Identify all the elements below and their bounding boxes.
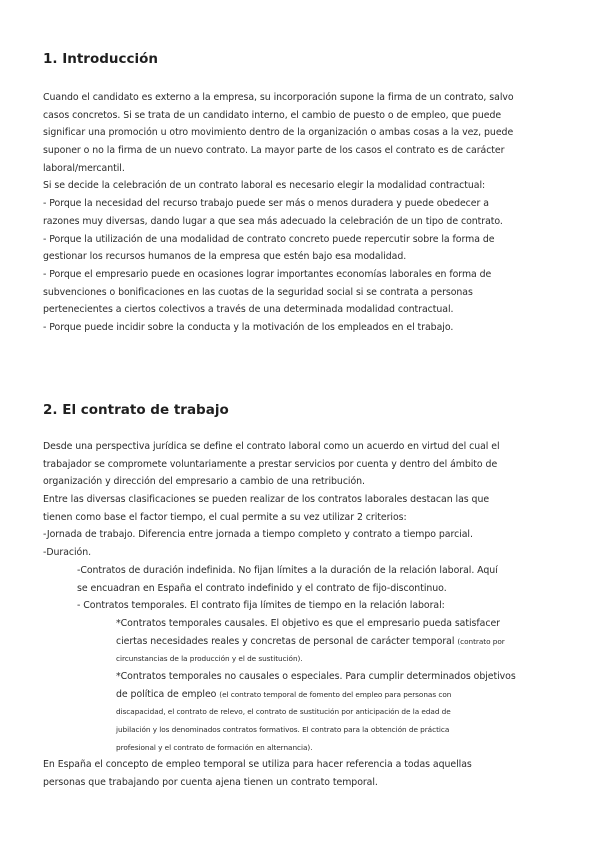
causal-main-text: ciertas necesidades reales y concretas de personal de carácter temporal (116, 635, 458, 647)
text-line: laboral/mercantil. (43, 162, 125, 174)
text-line: Desde una perspectiva jurídica se define el contrato laboral como un acuerdo en virtud del cual el (43, 441, 500, 452)
text-line: significar una promoción u otro movimiento dentro de la organización o ambas cosas a la vez, puede (43, 127, 514, 139)
indent-line: se encuadran en España el contrato indefinido y el contrato de fijo-discontinuo. (77, 582, 447, 594)
indent-line: - Contratos temporales. El contrato fija límites de tiempo en la relación laboral: (77, 600, 445, 612)
text-line: trabajador se compromete voluntariamente a prestar servicios por cuenta y dentro del ámbito de (43, 458, 498, 470)
non-causal-small-line: discapacidad, el contrato de relevo, el contrato de sustitución por anticipación de la edad de (116, 707, 451, 717)
section-2-body (43, 438, 558, 792)
bullet-line: - Porque el empresario puede en ocasiones lograr importantes economías laborales en forma de (43, 268, 492, 280)
text-line: En España el concepto de empleo temporal se utiliza para hacer referencia a todas aquellas (43, 759, 472, 771)
bullet-line: - Porque la utilización de una modalidad de contrato concreto puede repercutir sobre la forma de (43, 233, 495, 245)
text-line: pertenecientes a ciertos colectivos a través de una determinada modalidad contractual. (43, 304, 454, 316)
text-line: subvenciones o bonificaciones en las cuotas de la seguridad social si se contrata a personas (43, 286, 473, 298)
causal-line: *Contratos temporales causales. El objetivo es que el empresario pueda satisfacer (116, 617, 500, 629)
text-line: tienen como base el factor tiempo, el cual permite a su vez utilizar 2 criterios: (43, 511, 407, 523)
bullet-line: -Duración. (43, 547, 92, 559)
text-line: Si se decide la celebración de un contrato laboral es necesario elegir la modalidad contractual: (43, 180, 486, 192)
section-2-heading: 2. El contrato de trabajo (43, 402, 229, 418)
bullet-line: - Porque la necesidad del recurso trabajo puede ser más o menos duradera y puede obedecer a (43, 198, 489, 210)
non-causal-line: *Contratos temporales no causales o especiales. Para cumplir determinados objetivos (116, 670, 516, 682)
text-line: suponer o no la firma de un nuevo contrato. La mayor parte de los casos el contrato es de carácter (43, 145, 505, 157)
non-causal-small-line: profesional y el contrato de formación en alternancia). (116, 742, 313, 752)
non-causal-line (43, 686, 558, 704)
text-line: organización y dirección del empresario a cambio de una retribución. (43, 476, 365, 488)
text-line: Cuando el candidato es externo a la empresa, su incorporación supone la firma de un contrato, salvo (43, 92, 514, 103)
causal-line (43, 633, 558, 651)
causal-small-text: (contrato por (457, 636, 505, 646)
text-line: Entre las diversas clasificaciones se pueden realizar de los contratos laborales destacan las que (43, 494, 490, 506)
text-line: casos concretos. Si se trata de un candidato interno, el cambio de puesto o de empleo, que puede (43, 109, 502, 121)
non-causal-small-line: jubilación y los denominados contratos formativos. El contrato para la obtención de práctica (116, 725, 450, 734)
text-line: personas que trabajando por cuenta ajena tienen un contrato temporal. (43, 777, 378, 789)
bullet-line: - Porque puede incidir sobre la conducta y la motivación de los empleados en el trabajo. (43, 321, 454, 333)
text-line: gestionar los recursos humanos de la empresa que estén bajo esa modalidad. (43, 251, 407, 263)
non-causal-small-text: (el contrato temporal de fomento del empleo para personas con (219, 689, 452, 699)
bullet-line: -Jornada de trabajo. Diferencia entre jornada a tiempo completo y contrato a tiempo parcial. (43, 529, 473, 541)
indent-line: -Contratos de duración indefinida. No fijan límites a la duración de la relación laboral. Aquí (77, 564, 498, 576)
non-causal-main-text: de política de empleo (116, 688, 220, 700)
section-1-body (43, 89, 558, 337)
text-line: razones muy diversas, dando lugar a que sea más adecuado la celebración de un tipo de contrato. (43, 215, 503, 227)
section-1-heading: 1. Introducción (43, 51, 159, 67)
causal-small-line: circunstancias de la producción y el de sustitución). (116, 654, 303, 664)
